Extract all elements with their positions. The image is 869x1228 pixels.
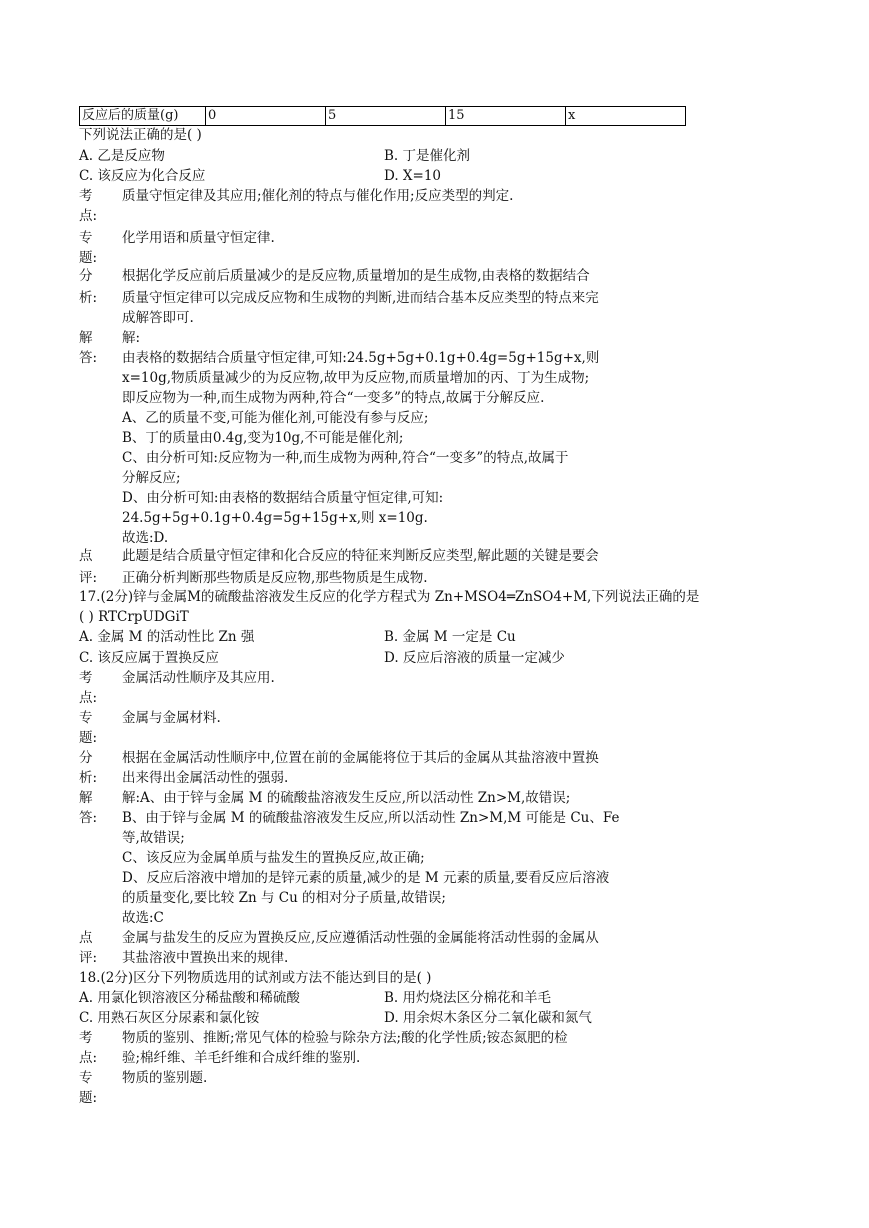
- kaodian-label-2: 点:: [79, 1050, 98, 1066]
- fenxi-line: 根据化学反应前后质量减少的是反应物,质量增加的是生成物,由表格的数据结合: [122, 268, 590, 284]
- jieda-line: D、反应后溶液中增加的是锌元素的质量,减少的是 M 元素的质量,要看反应后溶液: [122, 870, 610, 886]
- jieda-line: 由表格的数据结合质量守恒定律,可知:24.5g+5g+0.1g+0.4g=5g+15g+x,则: [122, 350, 600, 366]
- fenxi-label-1: 分: [79, 268, 93, 284]
- dianping-line: 金属与盐发生的反应为置换反应,反应遵循活动性强的金属能将活动性弱的金属从: [122, 930, 599, 946]
- question-17-stem: 17.(2分)锌与金属M的硫酸盐溶液发生反应的化学方程式为 Zn+MSO4═ZnSO4+M,下列说法正确的是: [79, 589, 700, 605]
- option-d: D. 用余烬木条区分二氧化碳和氮气: [384, 1010, 592, 1026]
- fenxi-label-2: 析:: [79, 290, 98, 306]
- table-cell: 5: [326, 107, 446, 126]
- jieda-line: 的质量变化,要比较 Zn 与 Cu 的相对分子质量,故错误;: [122, 890, 446, 906]
- jieda-line: D、由分析可知:由表格的数据结合质量守恒定律,可知:: [122, 490, 444, 506]
- jieda-line: A、乙的质量不变,可能为催化剂,可能没有参与反应;: [122, 410, 429, 426]
- option-c: C. 该反应属于置换反应: [79, 650, 219, 666]
- dianping-line: 此题是结合质量守恒定律和化合反应的特征来判断反应类型,解此题的关键是要会: [122, 548, 599, 564]
- jieda-line: C、该反应为金属单质与盐发生的置换反应,故正确;: [122, 850, 425, 866]
- option-d: D. 反应后溶液的质量一定减少: [384, 650, 565, 666]
- jieda-line: B、由于锌与金属 M 的硫酸盐溶液发生反应,所以活动性 Zn>M,M 可能是 Cu、Fe: [122, 810, 620, 826]
- fenxi-line: 质量守恒定律可以完成反应物和生成物的判断,进而结合基本反应类型的特点来完: [122, 290, 599, 306]
- fenxi-label-2: 析:: [79, 770, 98, 786]
- jieda-line: 故选:D.: [122, 530, 169, 546]
- dianping-label-1: 点: [79, 548, 93, 564]
- zhuanti-label-1: 专: [79, 1070, 93, 1086]
- dianping-line: 正确分析判断那些物质是反应物,那些物质是生成物.: [122, 570, 428, 586]
- dianping-label-1: 点: [79, 930, 93, 946]
- jieda-line: B、丁的质量由0.4g,变为10g,不可能是催化剂;: [122, 430, 404, 446]
- kaodian-label-2: 点:: [79, 208, 98, 224]
- option-a: A. 金属 M 的活动性比 Zn 强: [79, 629, 255, 645]
- jieda-line: x=10g,物质质量减少的为反应物,故甲为反应物,而质量增加的丙、丁为生成物;: [122, 370, 590, 386]
- jieda-line: C、由分析可知:反应物为一种,而生成物为两种,符合“一变多”的特点,故属于: [122, 450, 569, 466]
- zhuanti-text: 物质的鉴别题.: [122, 1070, 208, 1086]
- dianping-label-2: 评:: [79, 950, 98, 966]
- kaodian-text: 金属活动性顺序及其应用.: [122, 670, 275, 686]
- zhuanti-text: 化学用语和质量守恒定律.: [122, 230, 275, 246]
- fenxi-line: 出来得出金属活动性的强弱.: [122, 770, 289, 786]
- jieda-line: 等,故错误;: [122, 830, 185, 846]
- reaction-mass-table: [79, 106, 686, 126]
- question-17-stem: ( ) RTCrpUDGiT: [79, 609, 189, 625]
- table-cell: 0: [206, 107, 326, 126]
- kaodian-label-1: 考: [79, 188, 93, 204]
- kaodian-label-1: 考: [79, 670, 93, 686]
- jieda-line: 解:A、由于锌与金属 M 的硫酸盐溶液发生反应,所以活动性 Zn>M,故错误;: [122, 790, 571, 806]
- question-18-stem: 18.(2分)区分下列物质选用的试剂或方法不能达到目的是( ): [79, 970, 432, 986]
- zhuanti-label-2: 题:: [79, 250, 98, 266]
- jieda-line: 即反应物为一种,而生成物为两种,符合“一变多”的特点,故属于分解反应.: [122, 390, 545, 406]
- jieda-line: 故选:C: [122, 910, 164, 926]
- kaodian-label-1: 考: [79, 1030, 93, 1046]
- option-c: C. 该反应为化合反应: [79, 168, 206, 184]
- option-c: C. 用熟石灰区分尿素和氯化铵: [79, 1010, 260, 1026]
- zhuanti-label-1: 专: [79, 710, 93, 726]
- zhuanti-label-1: 专: [79, 230, 93, 246]
- option-b: B. 金属 M 一定是 Cu: [384, 629, 516, 645]
- table-cell: 15: [446, 107, 566, 126]
- kaodian-line: 验;棉纤维、羊毛纤维和合成纤维的鉴别.: [122, 1050, 361, 1066]
- option-b: B. 用灼烧法区分棉花和羊毛: [384, 990, 552, 1006]
- option-a: A. 用氯化钡溶液区分稀盐酸和稀硫酸: [79, 990, 300, 1006]
- fenxi-line: 根据在金属活动性顺序中,位置在前的金属能将位于其后的金属从其盐溶液中置换: [122, 750, 599, 766]
- kaodian-line: 物质的鉴别、推断;常见气体的检验与除杂方法;酸的化学性质;铵态氮肥的检: [122, 1030, 568, 1046]
- dianping-line: 其盐溶液中置换出来的规律.: [122, 950, 289, 966]
- kaodian-label-2: 点:: [79, 690, 98, 706]
- table-row: [80, 107, 686, 126]
- dianping-label-2: 评:: [79, 570, 98, 586]
- option-d: D. X=10: [384, 168, 442, 184]
- question-prompt: 下列说法正确的是( ): [79, 127, 202, 143]
- jieda-label-1: 解: [79, 790, 93, 806]
- zhuanti-label-2: 题:: [79, 1090, 98, 1106]
- fenxi-line: 成解答即可.: [122, 310, 194, 326]
- jieda-label-1: 解: [79, 330, 93, 346]
- kaodian-text: 质量守恒定律及其应用;催化剂的特点与催化作用;反应类型的判定.: [122, 188, 514, 204]
- table-row-label: 反应后的质量(g): [80, 107, 206, 126]
- jieda-line: 24.5g+5g+0.1g+0.4g=5g+15g+x,则 x=10g.: [122, 510, 428, 526]
- option-a: A. 乙是反应物: [79, 148, 165, 164]
- jieda-line: 解:: [122, 330, 141, 346]
- jieda-line: 分解反应;: [122, 470, 181, 486]
- jieda-label-2: 答:: [79, 810, 98, 826]
- jieda-label-2: 答:: [79, 350, 98, 366]
- zhuanti-label-2: 题:: [79, 730, 98, 746]
- fenxi-label-1: 分: [79, 750, 93, 766]
- zhuanti-text: 金属与金属材料.: [122, 710, 221, 726]
- table-cell: x: [566, 107, 686, 126]
- option-b: B. 丁是催化剂: [384, 148, 471, 164]
